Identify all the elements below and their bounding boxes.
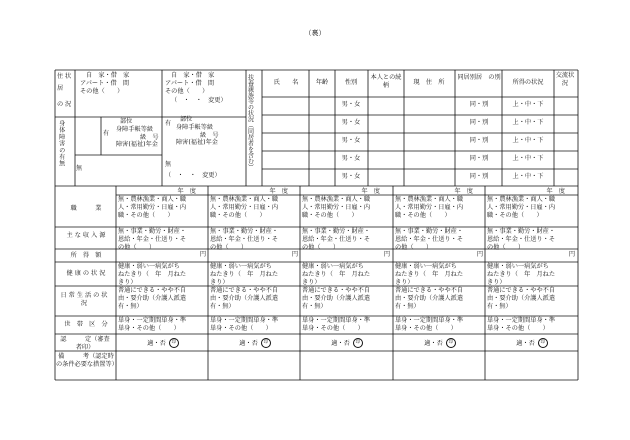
dependent-sex: 男・女 <box>341 101 361 108</box>
living-option-line: 自 家・借 家 <box>171 72 215 79</box>
label-income-amount: 所 得 額 <box>70 252 102 259</box>
disability-nashi-2: 無 <box>165 161 172 168</box>
income-amount-cell <box>302 251 392 259</box>
cell-line: 単身・その他（ ） <box>395 324 457 332</box>
household-cell <box>302 317 392 333</box>
dependent-cohabit: 同・別 <box>469 101 489 108</box>
income-source-cell <box>210 228 300 251</box>
col-sex: 性別 <box>344 79 358 86</box>
health-cell <box>210 263 300 286</box>
cell-line: ねたきり（ 年 月ねた <box>302 270 371 278</box>
seal-icon: 印 <box>538 338 548 348</box>
label-health: 健 康 の 状 況 <box>66 270 106 277</box>
household-cell <box>118 317 208 333</box>
cell-line: きり） <box>395 278 414 286</box>
cell-line: 単身・一定期間単身・準 <box>118 317 187 324</box>
disability-line: 部位 <box>180 116 193 123</box>
cell-line: ねたきり（ 年 月ねた <box>395 270 464 278</box>
approval-cell <box>118 338 208 348</box>
disability-detail-1 <box>116 118 159 149</box>
income-source-cell <box>395 228 485 251</box>
cell-line: 由・要介助（介護人派遣 <box>118 294 187 302</box>
living-option-line: （ ・ ・ 変更） <box>171 97 227 105</box>
cell-line: 単身・その他（ ） <box>118 324 180 332</box>
living-header-char: の <box>57 101 64 108</box>
dependent-income: 上・中・下 <box>512 137 544 144</box>
col-relation: 本人との続 柄 <box>370 74 408 89</box>
household-cell <box>395 317 485 333</box>
label-approval: 認 定（審査者印） <box>60 336 110 351</box>
year-label: 年 度 <box>177 188 196 195</box>
dependent-cohabit: 同・別 <box>469 173 489 180</box>
cell-line: 人・常用勤労・日雇・内 <box>487 203 556 211</box>
seal-icon: 印 <box>353 338 363 348</box>
cell-line: 無・農林漁業・商人・職 <box>118 196 187 203</box>
cell-line: きり） <box>487 278 506 286</box>
yen-label: 円 <box>383 251 390 258</box>
cell-line: 単身・一定期間単身・準 <box>302 317 371 324</box>
label-daily-life: 日 常 生 活 の 状 況 <box>60 292 120 307</box>
cell-line: 人・常用勤労・日雇・内 <box>395 203 464 211</box>
disability-header: 身体障害の有無 <box>57 120 65 167</box>
disability-ari: 有 <box>103 130 110 137</box>
cell-line: ねたきり（ 年 月ねた <box>210 270 279 278</box>
disability-ari-2: 有 <box>165 120 172 127</box>
disability-line: 身障手帳等級 <box>176 123 214 131</box>
cell-line: 単身・一定期間単身・準 <box>487 317 556 324</box>
seal-icon: 印 <box>169 338 179 348</box>
cell-line: 単身・その他（ ） <box>210 324 272 332</box>
cell-line: 無・事業・勤労・財産・ <box>210 228 279 235</box>
health-cell <box>302 263 392 286</box>
cell-line: 恩給・年金・仕送り・そ <box>302 235 371 243</box>
income-source-cell <box>487 228 577 251</box>
job-cell <box>395 196 485 219</box>
dependent-sex: 男・女 <box>341 137 361 144</box>
col-address: 現 住 所 <box>413 79 445 86</box>
cell-line: 由・要介助（介護人派遣 <box>395 294 464 302</box>
disability-detail-2 <box>176 116 219 147</box>
income-amount-cell <box>487 251 577 259</box>
cell-line: 単身・一定期間単身・準 <box>210 317 279 324</box>
job-cell <box>487 196 577 219</box>
income-source-cell <box>118 228 208 251</box>
cell-line: 恩給・年金・仕送り・そ <box>395 235 464 243</box>
label-household: 世 帯 区 分 <box>64 321 108 328</box>
cell-line: 普通にできる・やや不自 <box>395 287 464 294</box>
cell-line: 無・事業・勤労・財産・ <box>395 228 464 235</box>
cell-line: 無・農林漁業・商人・職 <box>395 196 464 203</box>
cell-line: 無・事業・勤労・財産・ <box>487 228 556 235</box>
seal-icon: 印 <box>261 338 271 348</box>
approval-options: 適・否 <box>516 340 535 347</box>
approval-options: 適・否 <box>331 340 350 347</box>
label-income-source: 主 な 収 入 源 <box>66 232 106 239</box>
col-cohabit: 同居別居 の別 <box>457 74 501 81</box>
cell-line: 恩給・年金・仕送り・そ <box>118 235 187 243</box>
col-exchange: 交流状況 <box>555 72 575 87</box>
job-cell <box>210 196 300 219</box>
yen-label: 円 <box>476 251 483 258</box>
dependent-income: 上・中・下 <box>512 101 544 108</box>
dependents-header: 扶養親族等の状況（同居者を含む） <box>246 74 254 170</box>
approval-cell <box>302 338 392 348</box>
living-option-line: 自 家・借 家 <box>86 72 130 79</box>
daily-life-cell <box>210 287 300 310</box>
cell-line: 由・要介助（介護人派遣 <box>487 294 556 302</box>
cell-line: 健康・弱い一病気がち <box>210 263 272 270</box>
living-header-char: 居 <box>57 85 64 92</box>
approval-options: 適・否 <box>147 340 166 347</box>
income-amount-cell <box>118 251 208 259</box>
cell-line: 普通にできる・やや不自 <box>487 287 556 294</box>
year-header <box>118 188 208 196</box>
year-header <box>210 188 300 196</box>
yen-label: 円 <box>199 251 206 258</box>
cell-line: 人・常用勤労・日雇・内 <box>302 203 371 211</box>
cell-line: 職・その他（ ） <box>395 211 451 219</box>
disability-line: 級 号 <box>200 131 219 139</box>
dependent-income: 上・中・下 <box>512 173 544 180</box>
cell-line: きり） <box>118 278 137 286</box>
dependent-sex: 男・女 <box>341 173 361 180</box>
year-label: 年 度 <box>361 188 380 195</box>
income-amount-cell <box>210 251 300 259</box>
col-age: 年齢 <box>315 79 329 86</box>
dependent-sex: 男・女 <box>341 119 361 126</box>
cell-line: 無・農林漁業・商人・職 <box>210 196 279 203</box>
disability-change: （ ・ ・ 変更） <box>165 172 221 179</box>
cell-line: ねたきり（ 年 月ねた <box>487 270 556 278</box>
col-income: 所得の状況 <box>512 79 544 86</box>
daily-life-cell <box>487 287 577 310</box>
cell-line: 由・要介助（介護人派遣 <box>302 294 371 302</box>
approval-options: 適・否 <box>424 340 443 347</box>
living-option-line: その他（ ） <box>165 87 209 95</box>
seal-icon: 印 <box>446 338 456 348</box>
living-option-changed <box>165 72 245 105</box>
cell-line: 職・その他（ ） <box>302 211 358 219</box>
cell-line: 無・農林漁業・商人・職 <box>302 196 371 203</box>
cell-line: 有・無） <box>118 302 143 310</box>
cell-line: 普通にできる・やや不自 <box>210 287 279 294</box>
dependent-cohabit: 同・別 <box>469 155 489 162</box>
job-cell <box>302 196 392 219</box>
living-option-line: アパート・借 間 <box>165 79 215 87</box>
health-cell <box>395 263 485 286</box>
dependent-income: 上・中・下 <box>512 155 544 162</box>
yen-label: 円 <box>568 251 575 258</box>
cell-line: 単身・一定期間単身・準 <box>395 317 464 324</box>
cell-line: 恩給・年金・仕送り・そ <box>487 235 556 243</box>
approval-cell <box>395 338 485 348</box>
cell-line: 有・無） <box>302 302 327 310</box>
income-source-cell <box>302 228 392 251</box>
dependent-sex: 男・女 <box>341 155 361 162</box>
cell-line: 職・その他（ ） <box>487 211 543 219</box>
cell-line: 人・常用勤労・日雇・内 <box>210 203 279 211</box>
cell-line: の他（ ） <box>395 243 433 251</box>
household-cell <box>487 317 577 333</box>
disability-line: 級 号 <box>140 133 159 141</box>
living-option-current <box>80 72 160 95</box>
cell-line: 人・常用勤労・日雇・内 <box>118 203 187 211</box>
year-header <box>395 188 485 196</box>
label-job: 職 業 <box>70 205 102 212</box>
cell-line: 健康・弱い一病気がち <box>487 263 549 270</box>
disability-nashi: 無 <box>76 165 83 172</box>
cell-line: 無・事業・勤労・財産・ <box>302 228 371 235</box>
living-header-char: 況 <box>65 101 72 108</box>
cell-line: きり） <box>210 278 229 286</box>
cell-line: の他（ ） <box>118 243 156 251</box>
cell-line: 有・無） <box>395 302 420 310</box>
cell-line: 単身・その他（ ） <box>302 324 364 332</box>
disability-line: 身障手帳等級 <box>116 125 154 133</box>
col-name: 氏 名 <box>273 79 299 86</box>
cell-line: 恩給・年金・仕送り・そ <box>210 235 279 243</box>
label-remarks: 備 考（認定時の条件必要な措置等） <box>56 353 118 368</box>
cell-line: 有・無） <box>210 302 235 310</box>
cell-line: 無・農林漁業・商人・職 <box>487 196 556 203</box>
daily-life-cell <box>302 287 392 310</box>
cell-line: の他（ ） <box>302 243 340 251</box>
household-cell <box>210 317 300 333</box>
living-header-char: 住 <box>57 73 64 80</box>
cell-line: 職・その他（ ） <box>210 211 266 219</box>
living-header-char: 状 <box>65 73 72 80</box>
year-label: 年 度 <box>269 188 288 195</box>
disability-line: 障害(福祉)年金 <box>116 141 158 149</box>
job-cell <box>118 196 208 219</box>
cell-line: きり） <box>302 278 321 286</box>
health-cell <box>487 263 577 286</box>
yen-label: 円 <box>291 251 298 258</box>
dependent-income: 上・中・下 <box>512 119 544 126</box>
income-amount-cell <box>395 251 485 259</box>
dependent-cohabit: 同・別 <box>469 119 489 126</box>
approval-cell <box>210 338 300 348</box>
daily-life-cell <box>395 287 485 310</box>
year-header <box>302 188 392 196</box>
year-header <box>487 188 577 196</box>
cell-line: 健康・弱い一病気がち <box>118 263 180 270</box>
cell-line: ねたきり（ 年 月ねた <box>118 270 187 278</box>
cell-line: 健康・弱い一病気がち <box>302 263 364 270</box>
cell-line: の他（ ） <box>210 243 248 251</box>
cell-line: 普通にできる・やや不自 <box>302 287 371 294</box>
cell-line: の他（ ） <box>487 243 525 251</box>
cell-line: 職・その他（ ） <box>118 211 174 219</box>
cell-line: 単身・その他（ ） <box>487 324 549 332</box>
living-header <box>55 71 73 116</box>
approval-options: 適・否 <box>239 340 258 347</box>
dependent-cohabit: 同・別 <box>469 137 489 144</box>
page-title: （裏） <box>304 29 326 37</box>
health-cell <box>118 263 208 286</box>
cell-line: 無・事業・勤労・財産・ <box>118 228 187 235</box>
living-option-line: アパート・借 間 <box>80 79 130 87</box>
year-label: 年 度 <box>546 188 565 195</box>
daily-life-cell <box>118 287 208 310</box>
year-label: 年 度 <box>454 188 473 195</box>
disability-line: 障害(福祉)年金 <box>176 139 218 147</box>
disability-line: 部位 <box>120 118 133 125</box>
approval-cell <box>487 338 577 348</box>
cell-line: 有・無） <box>487 302 512 310</box>
cell-line: 由・要介助（介護人派遣 <box>210 294 279 302</box>
cell-line: 健康・弱い一病気がち <box>395 263 457 270</box>
cell-line: 普通にできる・やや不自 <box>118 287 187 294</box>
living-option-line: その他（ ） <box>80 87 124 95</box>
